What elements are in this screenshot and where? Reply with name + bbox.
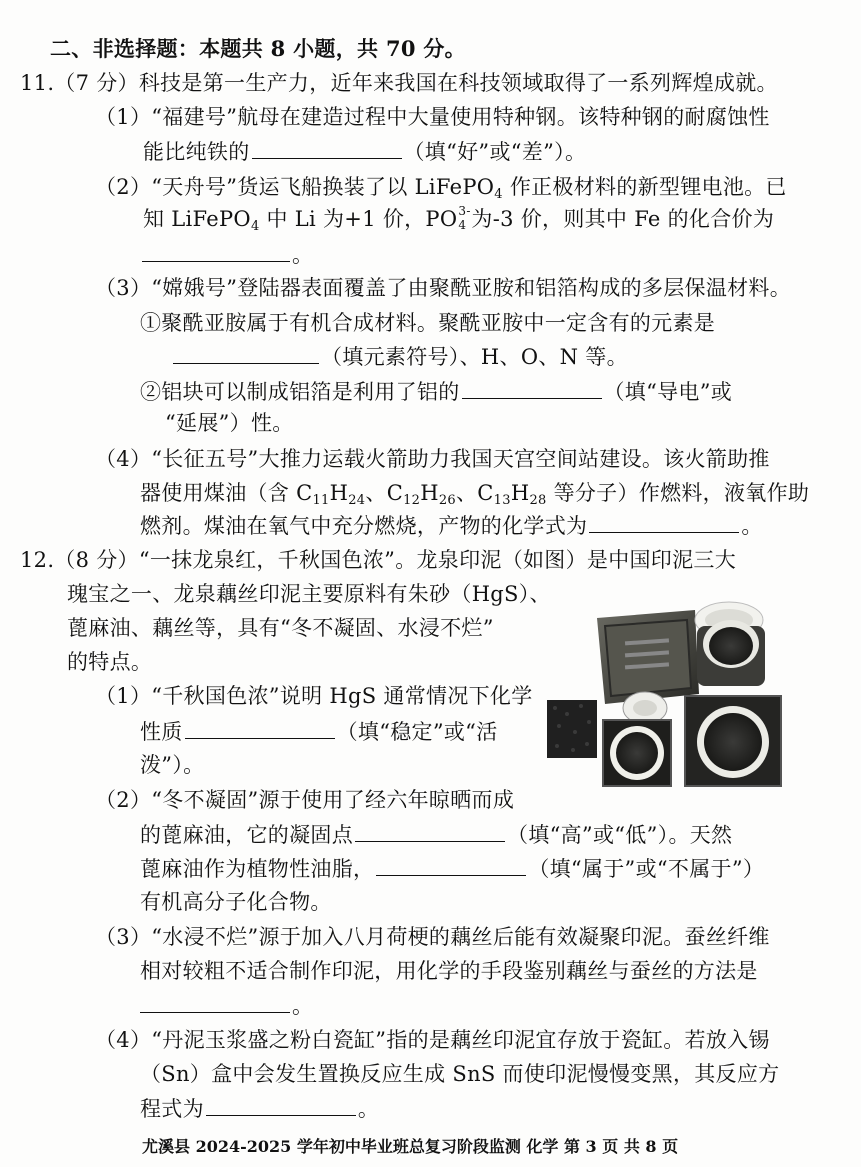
q12-part3-line2: 相对较粗不适合制作印泥，用化学的手段鉴别藕丝与蚕丝的方法是 [140, 959, 758, 983]
q12-part2-line2 [140, 821, 732, 848]
q12-part1-line1: （1）“千秋国色浓”说明 HgS 通常情况下化学 [95, 684, 533, 708]
q12-part2-text-b: 蓖麻油作为植物性油脂， [140, 857, 375, 881]
q11-part1-line2 [143, 138, 586, 165]
q11-part1-answer-blank[interactable] [252, 138, 402, 159]
subscript: 13 [493, 493, 511, 508]
q12-part3-line3 [138, 992, 313, 1019]
q11-part2-text-c: 知 LiFePO [143, 207, 251, 231]
q11-part2-line2 [143, 206, 774, 240]
q12-part2-line1: （2）“冬不凝固”源于使用了经六年晾晒而成 [95, 788, 515, 812]
period: 。 [292, 243, 314, 267]
q11-part3-hint-2: （填“导电”或 [603, 380, 733, 404]
q11-part4-answer-blank[interactable] [589, 512, 739, 533]
q12-part1-line3: 泼”）。 [140, 753, 205, 777]
subscript: 11 [312, 493, 330, 508]
period: 。 [357, 1097, 380, 1121]
q12-line4: 的特点。 [67, 650, 153, 674]
q12-part2-line4: 有机高分子化合物。 [140, 890, 332, 914]
subscript: 12 [403, 493, 421, 508]
q11-part3-line2: ①聚酰亚胺属于有机合成材料。聚酰亚胺中一定含有的元素是 [140, 311, 716, 335]
subscript: 28 [529, 493, 547, 508]
q11-intro: 11.（7 分）科技是第一生产力，近年来我国在科技领域取得了一系列辉煌成就。 [20, 71, 778, 95]
q12-part2-answer-blank-1[interactable] [355, 821, 505, 842]
q12-intro: 12.（8 分）“一抹龙泉红，千秋国色浓”。龙泉印泥（如图）是中国印泥三大 [20, 548, 737, 572]
q11-part2-text-a: （2）“天舟号”货运飞船换装了以 LiFePO [95, 175, 495, 199]
q12-part3-line1: （3）“水浸不烂”源于加入八月荷梗的藕丝后能有效凝聚印泥。蚕丝纤维 [95, 925, 770, 949]
q12-part2-hint-1: （填“高”或“低”）。天然 [507, 823, 733, 847]
q11-part1-hint: （填“好”或“差”）。 [403, 140, 587, 164]
q12-part4-text: 程式为 [140, 1097, 204, 1121]
q11-part3-line5: “延展”）性。 [165, 411, 294, 435]
subscript: 26 [438, 493, 456, 508]
inkpad-photo [545, 596, 783, 788]
box-lid-panel [605, 620, 691, 696]
q11-part2-text-b: 作正极材料的新型锂电池。已 [502, 175, 787, 199]
phosphate-charge [457, 206, 471, 232]
q11-part4-line1: （4）“长征五号”大推力运载火箭助力我国天宫空间站建设。该火箭助推 [95, 447, 770, 471]
period: 。 [741, 514, 763, 538]
q11-part2-line1 [95, 174, 787, 208]
subscript: 4 [250, 219, 260, 234]
q11-part4-text-b: 等分子）作燃料，液氧作助 [546, 481, 810, 505]
q12-line2: 瑰宝之一、龙泉藕丝印泥主要原料有朱砂（HgS）、 [67, 582, 551, 606]
q12-part4-line1: （4）“丹泥玉浆盛之粉白瓷缸”指的是藕丝印泥宜存放于瓷缸。若放入锡 [95, 1028, 770, 1052]
period: 。 [292, 994, 314, 1018]
q12-part1-text: 性质 [140, 720, 183, 744]
q11-part4-line2 [140, 480, 809, 514]
q12-part1-line2 [140, 718, 498, 745]
q11-part4-line3 [140, 512, 763, 539]
q11-part3-line3 [171, 343, 628, 370]
q11-part2-text-d: 中 Li 为+1 价，PO [259, 207, 458, 231]
hydrogen-symbol: H [510, 481, 530, 505]
q12-part1-answer-blank[interactable] [185, 718, 335, 739]
q11-part3-text-2: ②铝块可以制成铝箔是利用了铝的 [140, 380, 460, 404]
superscript: 3- [458, 204, 471, 218]
q12-part2-text-a: 的蓖麻油，它的凝固点 [140, 823, 353, 847]
q12-part4-line2: （Sn）盒中会发生置换反应生成 SnS 而使印泥慢慢变黑，其反应方 [140, 1062, 780, 1086]
q11-part4-text-c: 燃剂。煤油在氧气中充分燃烧，产物的化学式为 [140, 514, 588, 538]
hydrogen-symbol: H [420, 481, 439, 505]
q11-part3-line1: （3）“嫦娥号”登陆器表面覆盖了由聚酰亚胺和铝箔构成的多层保温材料。 [95, 276, 792, 300]
q12-part4-answer-blank[interactable] [206, 1095, 356, 1116]
q11-part1-text: 能比纯铁的 [143, 140, 250, 164]
q11-part2-text-e: 为-3 价，则其中 Fe 的化合价为 [471, 207, 775, 231]
q12-part2-line3 [140, 855, 764, 882]
q11-part3-answer-blank-2[interactable] [462, 378, 602, 399]
carbon-symbol: 、C [365, 481, 404, 505]
q11-part2-answer-blank[interactable] [142, 241, 290, 262]
subscript: 4 [458, 218, 467, 232]
q11-part3-line4 [140, 378, 732, 405]
q12-part2-answer-blank-2[interactable] [376, 855, 526, 876]
subscript: 24 [348, 493, 366, 508]
q11-part3-answer-blank-1[interactable] [173, 343, 319, 364]
q11-part2-line3 [140, 241, 313, 268]
subscript: 4 [494, 187, 503, 202]
q12-part3-answer-blank[interactable] [140, 992, 290, 1013]
hydrogen-symbol: H [329, 481, 349, 505]
q11-part3-hint-1: （填元素符号）、H、O、N 等。 [321, 345, 628, 369]
carbon-symbol: 、C [456, 481, 494, 505]
q11-part4-text-a: 器使用煤油（含 C [140, 481, 313, 505]
q12-line3: 蓖麻油、藕丝等，具有“冬不凝固、水浸不烂” [67, 616, 494, 640]
page-footer: 尤溪县 2024-2025 学年初中毕业班总复习阶段监测 化学 第 3 页 共 8 页 [142, 1137, 679, 1156]
q11-part1-line1: （1）“福建号”航母在建造过程中大量使用特种钢。该特种钢的耐腐蚀性 [95, 105, 770, 129]
q12-part4-line3 [140, 1095, 379, 1122]
q12-part1-hint: （填“稳定”或“活 [336, 720, 498, 744]
section-header: 二、非选择题：本题共 8 小题，共 70 分。 [50, 36, 466, 61]
q12-part2-hint-2: （填“属于”或“不属于”） [528, 857, 765, 881]
